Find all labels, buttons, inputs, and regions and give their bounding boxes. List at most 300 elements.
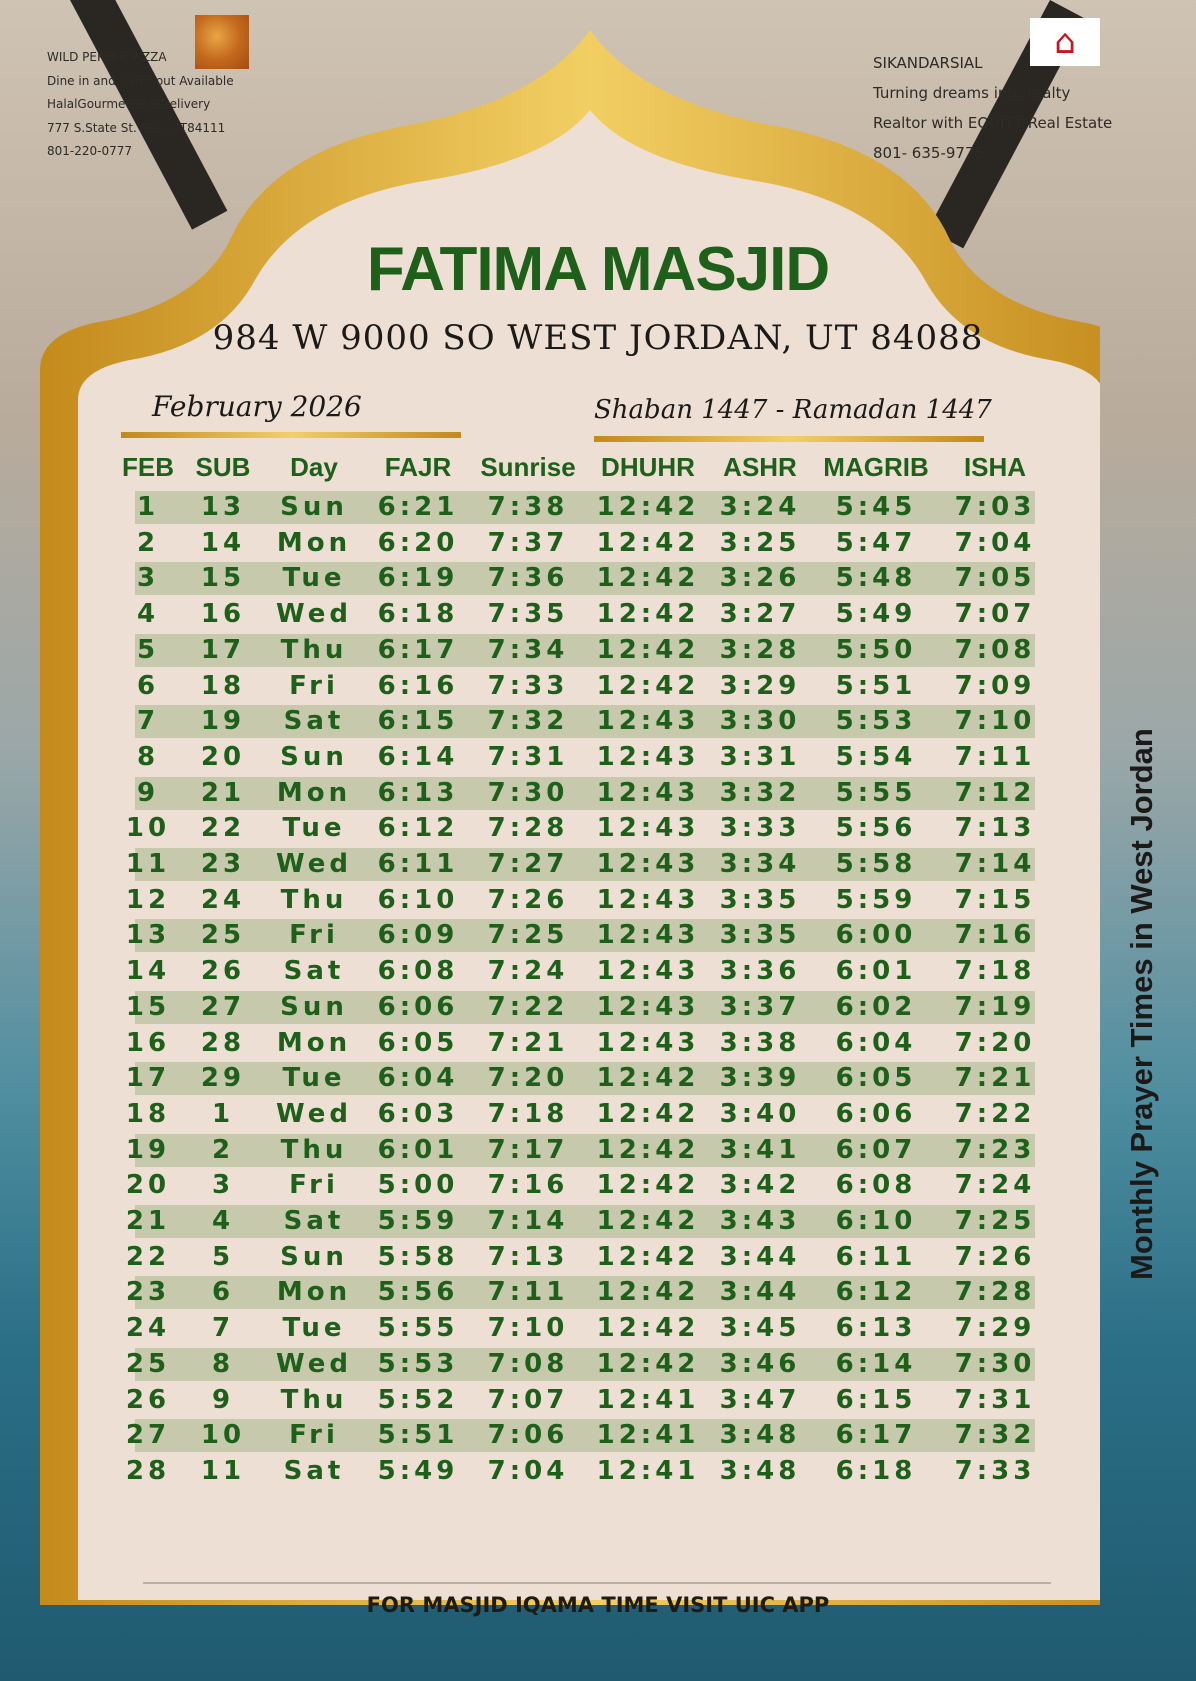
- cell-ashr: 3:38: [719, 1027, 801, 1058]
- cell-sub: 25: [200, 920, 246, 951]
- cell-fajr: 5:49: [377, 1455, 459, 1486]
- cell-magrib: 6:05: [835, 1063, 917, 1094]
- cell-magrib: 5:58: [835, 849, 917, 879]
- cell-sunrise: 7:18: [487, 1098, 569, 1129]
- cell-isha: 7:13: [954, 813, 1036, 844]
- cell-magrib: 6:01: [835, 956, 917, 987]
- cell-isha: 7:05: [954, 563, 1036, 594]
- pizza-image: [195, 15, 249, 69]
- cell-sunrise: 7:24: [487, 956, 569, 987]
- cell-dhuhr: 12:43: [596, 884, 700, 915]
- cell-feb: 9: [136, 777, 160, 808]
- cell-sunrise: 7:06: [487, 1420, 569, 1451]
- hijri-months: Shaban 1447 - Ramadan 1447: [594, 395, 992, 425]
- cell-fajr: 6:20: [377, 527, 459, 558]
- cell-sub: 5: [211, 1241, 235, 1272]
- cell-ashr: 3:35: [719, 920, 801, 951]
- cell-sub: 15: [200, 563, 246, 594]
- cell-day: Fri: [289, 670, 339, 701]
- cell-ashr: 3:36: [719, 956, 801, 987]
- cell-dhuhr: 12:43: [596, 777, 700, 808]
- cell-dhuhr: 12:42: [596, 527, 700, 558]
- cell-sub: 9: [211, 1384, 235, 1415]
- cell-magrib: 6:13: [835, 1313, 917, 1344]
- cell-sunrise: 7:22: [487, 991, 569, 1022]
- cell-fajr: 5:55: [377, 1313, 459, 1344]
- cell-fajr: 6:21: [377, 492, 459, 522]
- cell-isha: 7:31: [954, 1384, 1036, 1415]
- cell-feb: 19: [125, 1134, 171, 1165]
- table-row: [125, 1276, 1036, 1309]
- cell-fajr: 6:03: [377, 1098, 459, 1129]
- cell-magrib: 5:47: [835, 527, 917, 558]
- cell-sub: 4: [211, 1206, 235, 1236]
- cell-dhuhr: 12:42: [596, 563, 700, 594]
- table-row: [125, 1348, 1036, 1381]
- divider: [143, 1582, 1051, 1584]
- table-row: [135, 598, 1035, 631]
- cell-feb: 28: [125, 1455, 171, 1486]
- cell-ashr: 3:44: [719, 1277, 801, 1308]
- side-caption: Monthly Prayer Times in West Jordan: [1124, 728, 1159, 1280]
- cell-magrib: 5:51: [835, 670, 917, 701]
- cell-fajr: 6:01: [377, 1134, 459, 1165]
- cell-dhuhr: 12:42: [596, 670, 700, 701]
- cell-fajr: 6:10: [377, 884, 459, 915]
- cell-feb: 27: [125, 1420, 171, 1451]
- masjid-title: FATIMA MASJID: [366, 235, 830, 304]
- cell-day: Tue: [282, 813, 346, 844]
- cell-sunrise: 7:34: [487, 634, 569, 665]
- table-row: [125, 1312, 1036, 1345]
- ad-line: HalalGourmetPizzaDelivery: [47, 97, 211, 111]
- cell-isha: 7:11: [954, 741, 1036, 772]
- divider: [121, 432, 461, 438]
- cell-fajr: 5:58: [377, 1241, 459, 1272]
- cell-day: Tue: [282, 563, 346, 594]
- cell-magrib: 5:53: [835, 706, 917, 737]
- cell-sub: 28: [200, 1027, 246, 1058]
- cell-sub: 17: [200, 634, 246, 665]
- cell-fajr: 6:18: [377, 599, 459, 630]
- cell-ashr: 3:33: [719, 813, 801, 844]
- cell-magrib: 6:11: [835, 1241, 917, 1272]
- cell-ashr: 3:44: [719, 1241, 801, 1272]
- cell-ashr: 3:31: [719, 741, 801, 772]
- cell-ashr: 3:35: [719, 884, 801, 915]
- header-feb: FEB: [122, 452, 174, 482]
- table-row: [135, 741, 1035, 774]
- cell-isha: 7:23: [954, 1134, 1036, 1165]
- cell-isha: 7:32: [954, 1420, 1036, 1451]
- cell-dhuhr: 12:41: [596, 1420, 700, 1451]
- cell-ashr: 3:45: [719, 1313, 801, 1344]
- cell-day: Tue: [282, 1063, 346, 1094]
- cell-magrib: 6:08: [835, 1170, 917, 1201]
- cell-ashr: 3:47: [719, 1384, 801, 1415]
- cell-sunrise: 7:17: [487, 1134, 569, 1165]
- cell-day: Sat: [283, 1455, 345, 1486]
- header-day: Day: [290, 452, 338, 482]
- cell-feb: 3: [136, 563, 160, 594]
- cell-dhuhr: 12:42: [596, 1348, 700, 1379]
- ad-line: Turning dreams into realty: [873, 84, 1071, 102]
- cell-sub: 8: [211, 1348, 235, 1379]
- cell-dhuhr: 12:43: [596, 991, 700, 1022]
- cell-magrib: 5:54: [835, 741, 917, 772]
- cell-sub: 14: [200, 527, 246, 558]
- cell-dhuhr: 12:43: [596, 920, 700, 951]
- cell-sunrise: 7:28: [487, 813, 569, 844]
- cell-magrib: 6:17: [835, 1420, 917, 1451]
- cell-fajr: 6:04: [377, 1063, 459, 1094]
- cell-day: Mon: [276, 1027, 352, 1058]
- cell-sunrise: 7:10: [487, 1313, 569, 1344]
- cell-sunrise: 7:31: [487, 741, 569, 772]
- cell-day: Fri: [289, 920, 339, 951]
- table-row: [125, 1169, 1036, 1202]
- cell-magrib: 5:45: [835, 492, 917, 522]
- cell-sub: 7: [211, 1313, 235, 1344]
- cell-dhuhr: 12:43: [596, 849, 700, 879]
- cell-sub: 19: [200, 706, 246, 737]
- ad-line: 777 S.State St. SLC, UT84111: [47, 120, 226, 135]
- cell-magrib: 6:12: [835, 1277, 917, 1308]
- cell-dhuhr: 12:43: [596, 956, 700, 987]
- cell-ashr: 3:24: [719, 492, 801, 522]
- cell-sub: 27: [200, 991, 246, 1022]
- table-row: [125, 812, 1036, 845]
- cell-day: Sat: [283, 706, 345, 737]
- table-row: [125, 884, 1036, 917]
- cell-sub: 6: [211, 1277, 235, 1308]
- cell-feb: 13: [125, 920, 171, 951]
- cell-magrib: 6:07: [835, 1134, 917, 1165]
- cell-sub: 10: [200, 1420, 246, 1451]
- cell-feb: 10: [125, 813, 171, 844]
- table-row: [125, 1134, 1036, 1167]
- cell-sub: 22: [200, 813, 246, 844]
- cell-day: Thu: [280, 1384, 348, 1415]
- cell-dhuhr: 12:42: [596, 634, 700, 665]
- cell-fajr: 5:56: [377, 1277, 459, 1308]
- cell-fajr: 5:59: [377, 1206, 459, 1236]
- cell-isha: 7:25: [954, 1206, 1036, 1236]
- cell-sunrise: 7:14: [487, 1206, 569, 1236]
- cell-day: Mon: [276, 527, 352, 558]
- cell-day: Wed: [276, 1348, 352, 1379]
- ad-line: SIKANDARSIAL: [873, 54, 983, 72]
- table-row: [135, 562, 1035, 595]
- cell-dhuhr: 12:43: [596, 1027, 700, 1058]
- gregorian-month: February 2026: [152, 390, 362, 423]
- cell-sunrise: 7:13: [487, 1241, 569, 1272]
- cell-magrib: 5:55: [835, 777, 917, 808]
- table-row: [135, 634, 1035, 667]
- cell-sub: 13: [200, 492, 246, 522]
- cell-isha: 7:18: [954, 956, 1036, 987]
- cell-feb: 18: [125, 1098, 171, 1129]
- cell-feb: 11: [125, 849, 171, 879]
- cell-fajr: 6:09: [377, 920, 459, 951]
- cell-fajr: 6:05: [377, 1027, 459, 1058]
- cell-magrib: 5:48: [835, 563, 917, 594]
- cell-magrib: 6:00: [835, 920, 917, 951]
- cell-isha: 7:15: [954, 884, 1036, 915]
- cell-ashr: 3:46: [719, 1348, 801, 1379]
- cell-feb: 26: [125, 1384, 171, 1415]
- cell-dhuhr: 12:43: [596, 706, 700, 737]
- cell-fajr: 6:12: [377, 813, 459, 844]
- cell-sub: 2: [211, 1134, 235, 1165]
- cell-feb: 23: [125, 1277, 171, 1308]
- cell-dhuhr: 12:41: [596, 1455, 700, 1486]
- cell-ashr: 3:29: [719, 670, 801, 701]
- cell-sub: 16: [200, 599, 246, 630]
- cell-feb: 6: [136, 670, 160, 701]
- ad-line: 801-220-0777: [47, 144, 133, 158]
- cell-sub: 26: [200, 956, 246, 987]
- cell-feb: 21: [125, 1206, 171, 1236]
- cell-dhuhr: 12:42: [596, 1170, 700, 1201]
- cell-fajr: 5:53: [377, 1348, 459, 1379]
- cell-ashr: 3:30: [719, 706, 801, 737]
- cell-ashr: 3:25: [719, 527, 801, 558]
- cell-sunrise: 7:04: [487, 1455, 569, 1486]
- header-fajr: FAJR: [384, 452, 452, 482]
- cell-ashr: 3:26: [719, 563, 801, 594]
- cell-isha: 7:33: [954, 1455, 1036, 1486]
- cell-isha: 7:19: [954, 991, 1036, 1022]
- table-row: [125, 919, 1036, 952]
- table-row: [135, 705, 1035, 738]
- cell-sunrise: 7:16: [487, 1170, 569, 1201]
- cell-isha: 7:14: [954, 849, 1036, 879]
- cell-isha: 7:20: [954, 1027, 1036, 1058]
- table-row: [135, 670, 1035, 703]
- cell-ashr: 3:41: [719, 1134, 801, 1165]
- cell-feb: 25: [125, 1348, 171, 1379]
- cell-isha: 7:28: [954, 1277, 1036, 1308]
- cell-day: Fri: [289, 1170, 339, 1201]
- cell-day: Sat: [283, 1206, 345, 1236]
- table-row: [125, 1098, 1036, 1131]
- table-row: [125, 1062, 1036, 1095]
- table-row: [125, 1419, 1036, 1452]
- cell-sunrise: 7:25: [487, 920, 569, 951]
- cell-sunrise: 7:27: [487, 849, 569, 879]
- cell-fajr: 5:52: [377, 1384, 459, 1415]
- header-sub: SUB: [195, 452, 251, 482]
- cell-isha: 7:26: [954, 1241, 1036, 1272]
- cell-day: Thu: [280, 884, 348, 915]
- cell-feb: 20: [125, 1170, 171, 1201]
- cell-isha: 7:10: [954, 706, 1036, 737]
- cell-isha: 7:16: [954, 920, 1036, 951]
- cell-sub: 24: [200, 884, 246, 915]
- cell-sub: 11: [200, 1455, 246, 1486]
- cell-sub: 1: [211, 1098, 235, 1129]
- cell-ashr: 3:37: [719, 991, 801, 1022]
- cell-day: Sun: [280, 492, 348, 522]
- cell-fajr: 6:15: [377, 706, 459, 737]
- cell-dhuhr: 12:42: [596, 1313, 700, 1344]
- header-magrib: MAGRIB: [823, 452, 929, 482]
- cell-sunrise: 7:38: [487, 492, 569, 522]
- cell-ashr: 3:42: [719, 1170, 801, 1201]
- cell-isha: 7:29: [954, 1313, 1036, 1344]
- cell-sunrise: 7:20: [487, 1063, 569, 1094]
- table-row: [135, 527, 1035, 560]
- cell-feb: 16: [125, 1027, 171, 1058]
- cell-isha: 7:04: [954, 527, 1036, 558]
- header-ashr: ASHR: [723, 452, 797, 482]
- table-row: [135, 777, 1035, 810]
- cell-ashr: 3:48: [719, 1420, 801, 1451]
- cell-dhuhr: 12:42: [596, 1098, 700, 1129]
- cell-magrib: 5:49: [835, 599, 917, 630]
- ad-line: Dine in and Carry out Available: [47, 73, 234, 88]
- cell-feb: 12: [125, 884, 171, 915]
- cell-sunrise: 7:30: [487, 777, 569, 808]
- cell-sub: 18: [200, 670, 246, 701]
- cell-sunrise: 7:11: [487, 1277, 569, 1308]
- header-isha: ISHA: [963, 452, 1027, 482]
- cell-fajr: 6:17: [377, 634, 459, 665]
- cell-ashr: 3:39: [719, 1063, 801, 1094]
- cell-day: Mon: [276, 777, 352, 808]
- table-row: [125, 1027, 1036, 1060]
- ad-line: 801- 635-9775: [873, 144, 985, 162]
- footer-note: FOR MASJID IQAMA TIME VISIT UIC APP: [366, 1593, 830, 1617]
- cell-ashr: 3:43: [719, 1206, 801, 1236]
- cell-isha: 7:12: [954, 777, 1036, 808]
- cell-ashr: 3:27: [719, 599, 801, 630]
- cell-magrib: 6:14: [835, 1348, 917, 1379]
- cell-day: Sat: [283, 956, 345, 987]
- ad-line: WILD PEPPER PIZZA: [47, 50, 167, 64]
- cell-sub: 29: [200, 1063, 246, 1094]
- cell-day: Fri: [289, 1420, 339, 1451]
- cell-feb: 22: [125, 1241, 171, 1272]
- cell-fajr: 5:51: [377, 1420, 459, 1451]
- cell-fajr: 6:16: [377, 670, 459, 701]
- table-row: [135, 491, 1035, 524]
- divider: [594, 436, 984, 442]
- realtor-ad: [873, 48, 1112, 168]
- cell-day: Wed: [276, 1098, 352, 1129]
- cell-isha: 7:21: [954, 1063, 1036, 1094]
- cell-sunrise: 7:32: [487, 706, 569, 737]
- cell-day: Sun: [280, 1241, 348, 1272]
- cell-sunrise: 7:33: [487, 670, 569, 701]
- cell-fajr: 6:06: [377, 991, 459, 1022]
- table-row: [125, 1241, 1036, 1274]
- cell-magrib: 6:04: [835, 1027, 917, 1058]
- cell-fajr: 6:08: [377, 956, 459, 987]
- cell-day: Tue: [282, 1313, 346, 1344]
- cell-fajr: 5:00: [377, 1170, 459, 1201]
- cell-sub: 23: [200, 849, 246, 879]
- cell-sunrise: 7:37: [487, 527, 569, 558]
- cell-feb: 17: [125, 1063, 171, 1094]
- cell-day: Thu: [280, 1134, 348, 1165]
- cell-fajr: 6:11: [377, 849, 459, 879]
- cell-magrib: 5:56: [835, 813, 917, 844]
- cell-dhuhr: 12:42: [596, 1277, 700, 1308]
- cell-feb: 8: [136, 741, 160, 772]
- cell-feb: 7: [136, 706, 160, 737]
- cell-feb: 5: [136, 634, 160, 665]
- table-row: [125, 991, 1036, 1024]
- cell-sunrise: 7:08: [487, 1348, 569, 1379]
- cell-isha: 7:24: [954, 1170, 1036, 1201]
- cell-ashr: 3:34: [719, 849, 801, 879]
- cell-sunrise: 7:35: [487, 599, 569, 630]
- cell-day: Sun: [280, 741, 348, 772]
- cell-magrib: 6:06: [835, 1098, 917, 1129]
- header-dhuhr: DHUHR: [601, 452, 695, 482]
- table-row: [125, 955, 1036, 988]
- cell-day: Wed: [276, 849, 352, 879]
- cell-magrib: 6:10: [835, 1206, 917, 1236]
- cell-feb: 15: [125, 991, 171, 1022]
- table-row: [125, 1455, 1036, 1488]
- cell-isha: 7:09: [954, 670, 1036, 701]
- cell-fajr: 6:19: [377, 563, 459, 594]
- cell-magrib: 5:59: [835, 884, 917, 915]
- header-sunrise: Sunrise: [480, 452, 576, 482]
- cell-dhuhr: 12:43: [596, 813, 700, 844]
- cell-feb: 24: [125, 1313, 171, 1344]
- cell-feb: 14: [125, 956, 171, 987]
- cell-ashr: 3:48: [719, 1455, 801, 1486]
- cell-feb: 2: [136, 527, 160, 558]
- cell-sub: 3: [211, 1170, 235, 1201]
- cell-dhuhr: 12:42: [596, 1134, 700, 1165]
- cell-isha: 7:07: [954, 599, 1036, 630]
- cell-fajr: 6:13: [377, 777, 459, 808]
- cell-ashr: 3:28: [719, 634, 801, 665]
- cell-feb: 1: [136, 492, 160, 522]
- cell-dhuhr: 12:41: [596, 1384, 700, 1415]
- cell-dhuhr: 12:42: [596, 492, 700, 522]
- cell-dhuhr: 12:42: [596, 1206, 700, 1236]
- cell-ashr: 3:32: [719, 777, 801, 808]
- cell-sub: 20: [200, 741, 246, 772]
- cell-isha: 7:08: [954, 634, 1036, 665]
- masjid-address: 984 W 9000 SO WEST JORDAN, UT 84088: [212, 318, 984, 358]
- cell-dhuhr: 12:42: [596, 599, 700, 630]
- cell-magrib: 6:15: [835, 1384, 917, 1415]
- cell-day: Thu: [280, 634, 348, 665]
- cell-day: Mon: [276, 1277, 352, 1308]
- cell-feb: 4: [136, 599, 160, 630]
- cell-ashr: 3:40: [719, 1098, 801, 1129]
- cell-isha: 7:30: [954, 1348, 1036, 1379]
- cell-isha: 7:22: [954, 1098, 1036, 1129]
- cell-sunrise: 7:36: [487, 563, 569, 594]
- cell-magrib: 6:02: [835, 991, 917, 1022]
- table-row: [125, 1384, 1036, 1417]
- cell-day: Sun: [280, 991, 348, 1022]
- ad-line: Realtor with EQUITY Real Estate: [873, 114, 1113, 132]
- table-row: [125, 848, 1036, 881]
- cell-dhuhr: 12:43: [596, 741, 700, 772]
- cell-sunrise: 7:07: [487, 1384, 569, 1415]
- cell-fajr: 6:14: [377, 741, 459, 772]
- cell-day: Wed: [276, 599, 352, 630]
